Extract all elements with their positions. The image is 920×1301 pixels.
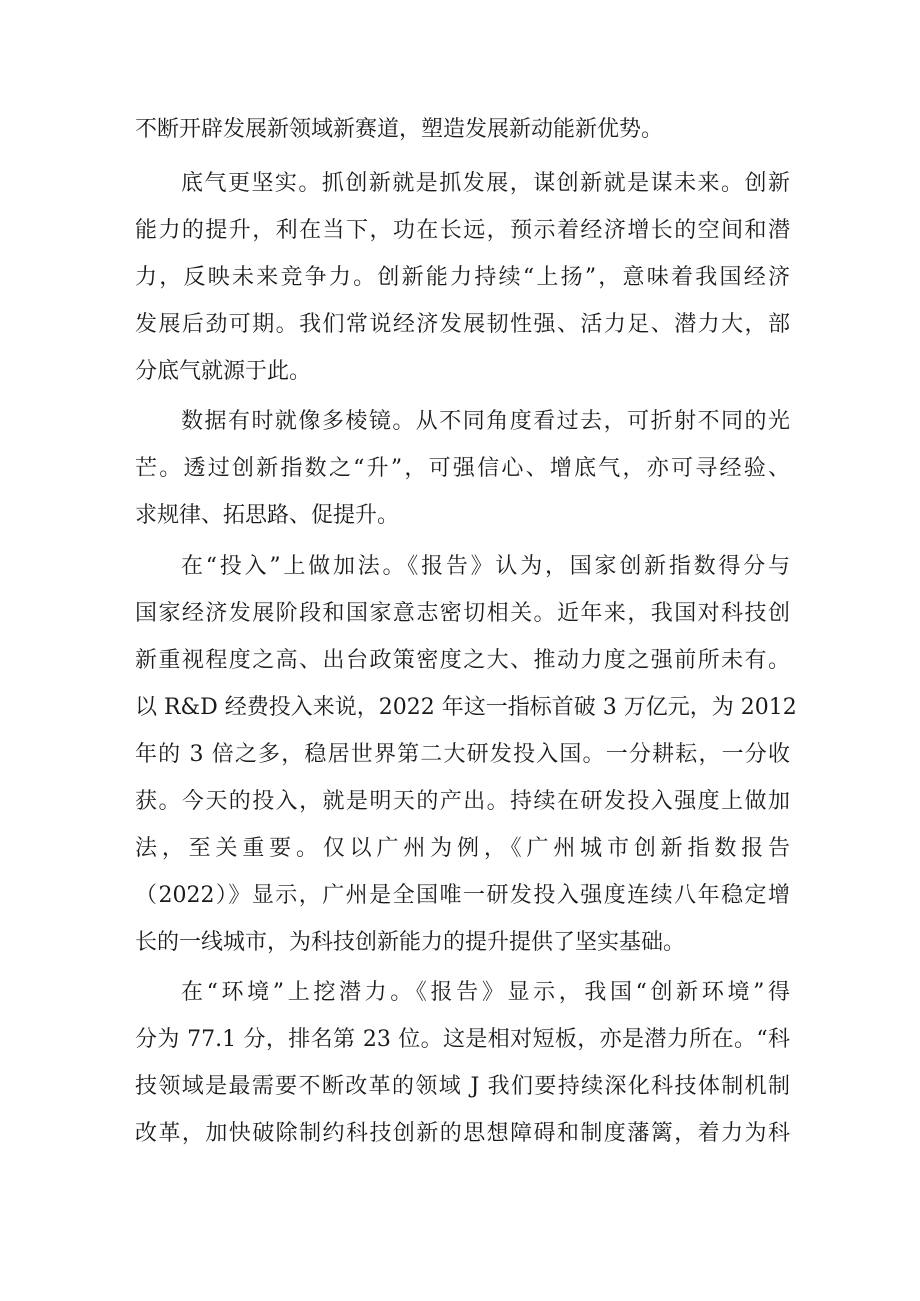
text-line: （2022）》显示，广州是全国唯一研发投入强度连续八年稳定增: [135, 883, 790, 908]
text-line: 年的 3 倍之多，稳居世界第二大研发投入国。一分耕耘，一分收: [135, 742, 790, 767]
text-line: 分底气就源于此。: [135, 359, 312, 384]
text-line: 不断开辟发展新领域新赛道，塑造发展新动能新优势。: [135, 117, 664, 142]
text-line: 新重视程度之高、出台政策密度之大、推动力度之强前所未有。: [135, 648, 790, 673]
text-line: 求规律、拓思路、促提升。: [135, 503, 400, 528]
text-line: 长的一线城市，为科技创新能力的提升提供了坚实基础。: [135, 930, 686, 955]
text-line: 芒。透过创新指数之“升”，可强信心、增底气，亦可寻经验、: [135, 456, 790, 481]
paragraph-first-line: 在“环境”上挖潜力。《报告》显示，我国“创新环境”得: [181, 980, 790, 1005]
text-line: 分为 77.1 分，排名第 23 位。这是相对短板，亦是潜力所在。“科: [135, 1027, 790, 1052]
text-line: 获。今天的投入，就是明天的产出。持续在研发投入强度上做加: [135, 789, 790, 814]
text-line: 改革，加快破除制约科技创新的思想障碍和制度藩篱，着力为科: [135, 1121, 790, 1146]
text-line: 以 R&D 经费投入来说，2022 年这一指标首破 3 万亿元，为 2012: [135, 695, 797, 720]
text-line: 技领域是最需要不断改革的领域 J 我们要持续深化科技体制机制: [135, 1074, 790, 1099]
text-line: 力，反映未来竞争力。创新能力持续“上扬”，意味着我国经济: [135, 265, 790, 290]
paragraph-first-line: 在“投入”上做加法。《报告》认为，国家创新指数得分与: [181, 554, 790, 579]
text-line: 能力的提升，利在当下，功在长远，预示着经济增长的空间和潜: [135, 218, 790, 243]
text-line: 法，至关重要。仅以广州为例，《广州城市创新指数报告: [135, 836, 790, 861]
paragraph-first-line: 底气更坚实。抓创新就是抓发展，谋创新就是谋未来。创新: [181, 171, 790, 196]
text-line: 国家经济发展阶段和国家意志密切相关。近年来，我国对科技创: [135, 601, 790, 626]
text-line: 发展后劲可期。我们常说经济发展韧性强、活力足、潜力大，部: [135, 312, 790, 337]
paragraph-first-line: 数据有时就像多棱镜。从不同角度看过去，可折射不同的光: [181, 409, 790, 434]
